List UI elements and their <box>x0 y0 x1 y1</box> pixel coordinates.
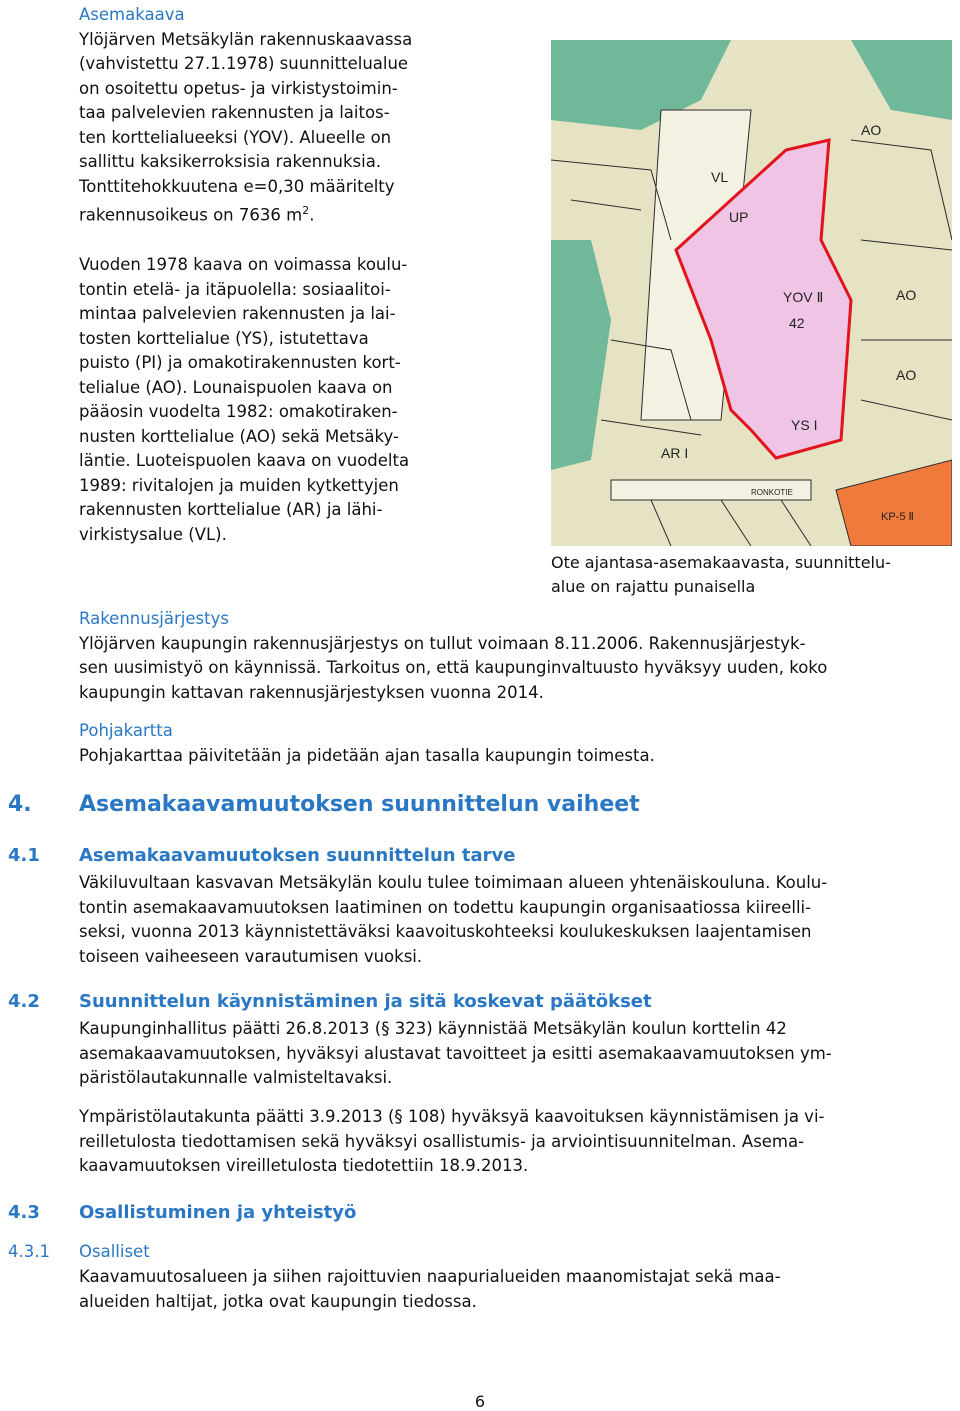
paragraph-line: kaavamuutoksen vireilletulosta tiedotettiin 18.9.2013. <box>79 1156 529 1175</box>
section-42-para1 <box>79 1017 954 1091</box>
paragraph-line: kaupungin kattavan rakennusjärjestyksen vuonna 2014. <box>79 682 544 702</box>
label-ao: AO <box>896 287 917 303</box>
paragraph-line: tontin etelä- ja itäpuolella: sosiaalitoi- <box>79 279 391 299</box>
paragraph-line: 1989: rivitalojen ja muiden kytkettyjen <box>79 475 399 495</box>
rakennusjarjestys-heading: Rakennusjärjestys <box>79 609 229 628</box>
paragraph-line: päristölautakunnalle valmisteltavaksi. <box>79 1068 393 1087</box>
asemakaava-line: on osoitettu opetus- ja virkistystoimin- <box>79 78 398 98</box>
asemakaava-line: Ylöjärven Metsäkylän rakennuskaavassa <box>79 29 413 49</box>
paragraph-line: mintaa palvelevien rakennusten ja lai- <box>79 304 396 323</box>
section-43-title: Osallistuminen ja yhteistyö <box>79 1202 357 1223</box>
paragraph-line: nusten korttelialue (AO) sekä Metsäky- <box>79 426 399 446</box>
paragraph-line: läntie. Luoteispuolen kaava on vuodelta <box>79 451 410 470</box>
paragraph-line: asemakaavamuutoksen, hyväksyi alustavat tavoitteet ja esitti asemakaavamuutoksen ym- <box>79 1043 832 1063</box>
asemakaava-tail: . <box>309 205 315 225</box>
paragraph-line: tontin asemakaavamuutoksen laatiminen on todettu kaupungin organisaatiossa kiireelli- <box>79 897 812 917</box>
paragraph-line: sen uusimistyö on käynnissä. Tarkoitus on, että kaupunginvaltuusto hyväksyy uuden, koko <box>79 658 828 677</box>
paragraph-line: pääosin vuodelta 1982: omakotiraken- <box>79 402 398 421</box>
section-41-title: Asemakaavamuutoksen suunnittelun tarve <box>79 845 516 866</box>
label-ari: AR I <box>661 445 689 461</box>
paragraph-line: Vuoden 1978 kaava on voimassa koulu- <box>79 255 408 274</box>
page-number: 6 <box>474 1392 486 1411</box>
map-caption <box>551 551 931 599</box>
pohjakartta-section <box>79 719 954 768</box>
paragraph-line: puisto (PI) ja omakotirakennusten kort- <box>79 353 401 372</box>
rakennusjarjestys-section <box>79 607 954 705</box>
paragraph-line: rakennusten korttelialue (AR) ja lähi- <box>79 500 383 519</box>
section-431-number: 4.3.1 <box>8 1242 50 1261</box>
label-ao: AO <box>896 367 917 383</box>
asemakaava-line: rakennusoikeus on 7636 m <box>79 205 303 225</box>
asemakaava-section <box>79 3 499 228</box>
paragraph-line: tosten korttelialue (YS), istutettava <box>79 328 369 348</box>
label-ysi: YS I <box>791 417 818 433</box>
caption-line: Ote ajantasa-asemakaavasta, suunnittelu- <box>551 553 891 572</box>
vuoden-1978-paragraph <box>79 253 499 547</box>
section-42-para2 <box>79 1105 954 1179</box>
paragraph-line: Kaavamuutosalueen ja siihen rajoittuvien naapurialueiden maanomistajat sekä maa- <box>79 1267 781 1286</box>
asemakaava-line: ten korttelialueeksi (YOV). Alueelle on <box>79 127 392 147</box>
paragraph-line: Pohjakarttaa päivitetään ja pidetään ajan tasalla kaupungin toimesta. <box>79 745 655 765</box>
pohjakartta-heading: Pohjakartta <box>79 721 173 740</box>
asemakaava-line: (vahvistettu 27.1.1978) suunnittelualue <box>79 54 409 73</box>
paragraph-line: seksi, vuonna 2013 käynnistettäväksi kaavoituskohteeksi koulukeskuksen laajentamisen <box>79 922 812 941</box>
section-41-body <box>79 871 954 969</box>
section-42-title: Suunnittelun käynnistäminen ja sitä koskevat päätökset <box>79 991 652 1012</box>
asemakaava-line: taa palvelevien rakennusten ja laitos- <box>79 103 390 122</box>
paragraph-line: alueiden haltijat, jotka ovat kaupungin tiedossa. <box>79 1291 477 1311</box>
paragraph-line: Ylöjärven kaupungin rakennusjärjestys on tullut voimaan 8.11.2006. Rakennusjärjestyk- <box>79 633 806 653</box>
section-41-number: 4.1 <box>8 845 40 866</box>
label-road: RONKOTIE <box>751 488 793 497</box>
asemakaava-heading: Asemakaava <box>79 5 185 24</box>
paragraph-line: Väkiluvultaan kasvavan Metsäkylän koulu tulee toimimaan alueen yhtenäiskouluna. Koulu- <box>79 873 828 892</box>
section-431-body <box>79 1265 954 1314</box>
label-vl: VL <box>711 169 729 185</box>
paragraph-line: Kaupunginhallitus päätti 26.8.2013 (§ 323) käynnistää Metsäkylän koulun korttelin 42 <box>79 1019 787 1038</box>
paragraph-line: telialue (AO). Lounaispuolen kaava on <box>79 377 393 397</box>
label-ao: AO <box>861 122 882 138</box>
area-superscript: 2 <box>302 204 310 217</box>
paragraph-line: reilletulosta tiedottamisen sekä hyväksyi osallistumis- ja arviointisuunnitelman. Asema- <box>79 1131 805 1151</box>
asemakaava-line: Tonttitehokkuutena e=0,30 määritelty <box>79 176 395 196</box>
section-431-title: Osalliset <box>79 1242 150 1261</box>
section-4-number: 4. <box>8 792 32 817</box>
label-42: 42 <box>789 315 805 331</box>
asemakaava-line: sallittu kaksikerroksisia rakennuksia. <box>79 152 382 171</box>
label-up: UP <box>729 209 749 225</box>
caption-line: alue on rajattu punaisella <box>551 577 756 596</box>
label-kp: KP-5 Ⅱ <box>881 511 914 523</box>
paragraph-line: virkistysalue (VL). <box>79 524 227 544</box>
paragraph-line: Ympäristölautakunta päätti 3.9.2013 (§ 108) hyväksyä kaavoituksen käynnistämisen ja vi- <box>79 1107 825 1126</box>
section-42-number: 4.2 <box>8 991 40 1012</box>
paragraph-line: toiseen vaiheeseen varautumisen vuoksi. <box>79 946 423 966</box>
section-43-number: 4.3 <box>8 1202 40 1223</box>
section-4-title: Asemakaavamuutoksen suunnittelun vaiheet <box>79 792 640 817</box>
label-yov: YOV Ⅱ <box>783 289 824 305</box>
zoning-map <box>551 40 952 546</box>
